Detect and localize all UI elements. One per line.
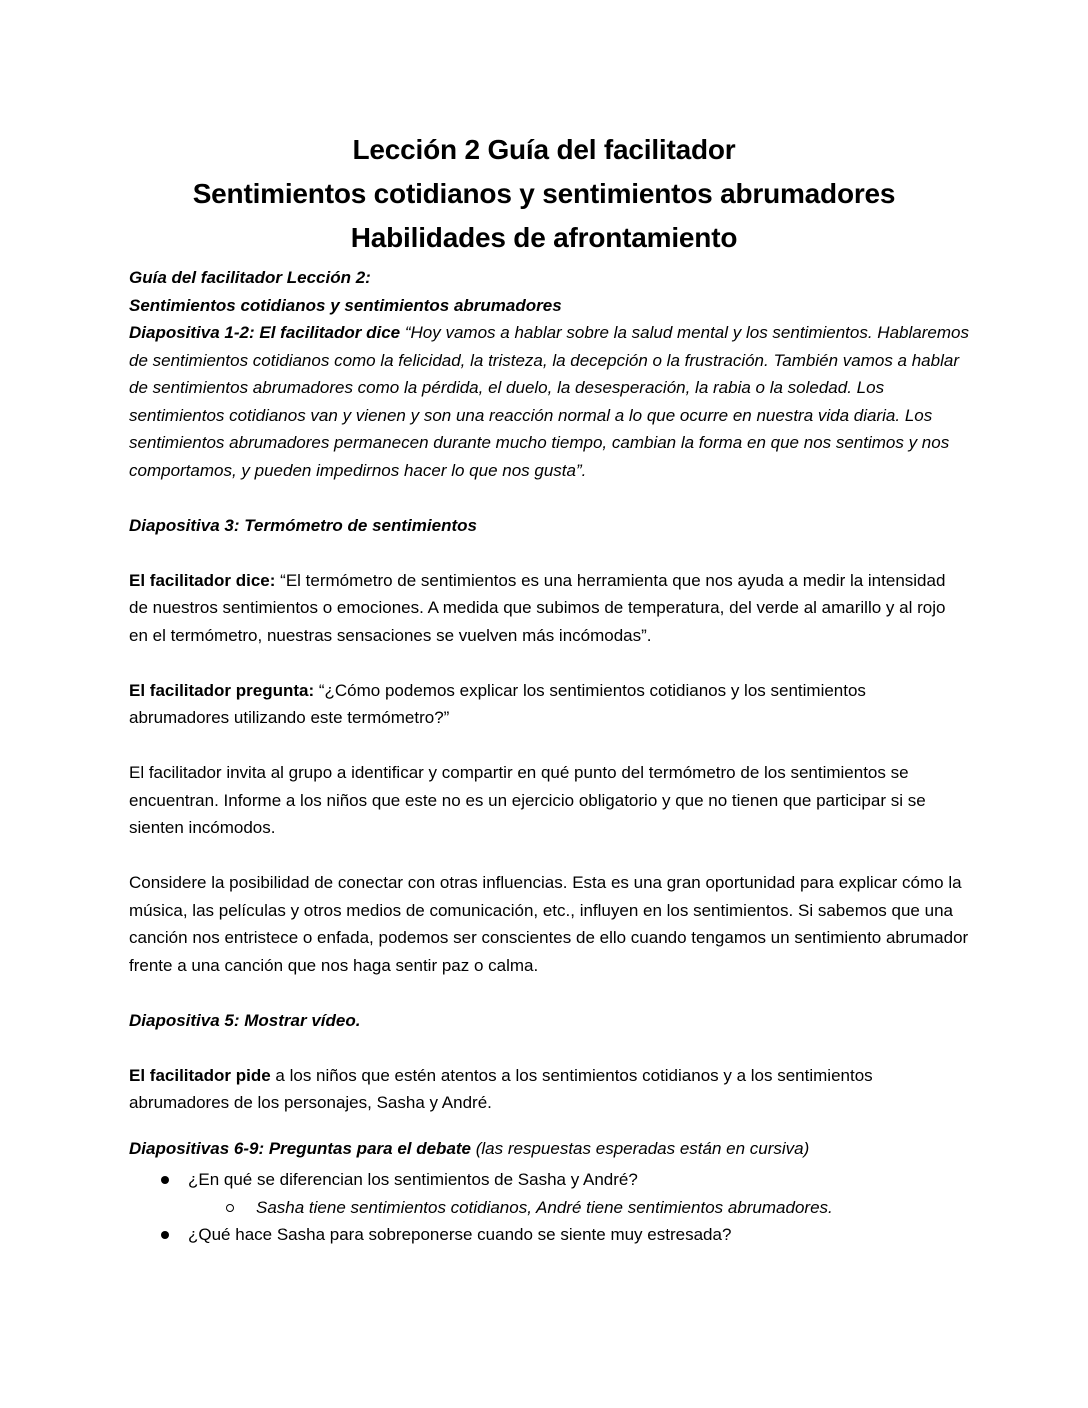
title-line-2: Sentimientos cotidianos y sentimientos abrumadores — [192, 178, 896, 209]
discussion-questions-list — [129, 1166, 969, 1249]
slide-1-2-heading: Diapositiva 1-2: El facilitador dice — [129, 323, 401, 342]
document-body — [129, 264, 969, 1249]
facilitator-asks-text: “¿Cómo podemos explicar los sentimientos cotidianos y los sentimientos abrumadores utilizando este termómetro?” — [129, 680, 866, 727]
slide-5-heading: Diapositiva 5: Mostrar vídeo. — [129, 1010, 361, 1030]
hollow-bullet-icon — [226, 1204, 234, 1212]
bullet-icon — [161, 1231, 169, 1239]
slide-1-2-paragraph — [129, 319, 969, 484]
slide-6-9-heading-line — [129, 1135, 969, 1163]
subtitle-line-2: Sentimientos cotidianos y sentimientos abrumadores — [129, 295, 562, 315]
title-line-1: Lección 2 Guía del facilitador — [352, 134, 736, 165]
facilitator-says-text: “El termómetro de sentimientos es una herramienta que nos ayuda a medir la intensidad de nuestros sentimientos o emociones. A medida que subimos de temperatura, del verde al amarillo y al rojo en el termómetro, nuestras sensaciones se vuelven más incómodas”. — [129, 570, 946, 645]
slide-1-2-text: “Hoy vamos a hablar sobre la salud mental y los sentimientos. Hablaremos de sentimientos cotidianos como la felicidad, la tristeza, la decepción o la frustración. También vamos a hablar de sentimientos abrumadores como la pérdida, el duelo, la desesperación, la rabia o la soledad. Los sentimientos cotidianos van y vienen y son una reacción normal a lo que ocurre en nuestra vida diaria. Los sentimientos abrumadores permanecen durante mucho tiempo, cambian la forma en que nos sentimos y nos comportamos, y pueden impedirnos hacer lo que nos gusta”. — [129, 323, 969, 480]
question-text: ¿En qué se diferencian los sentimientos de Sasha y André? — [188, 1170, 638, 1189]
bullet-icon — [161, 1176, 169, 1184]
slide-6-9-heading: Diapositivas 6-9: Preguntas para el debate — [129, 1138, 472, 1158]
facilitator-invites-paragraph: El facilitador invita al grupo a identificar y compartir en qué punto del termómetro de los sentimientos se encuentran. Informe a los niños que este no es un ejercicio obligatorio y que no tienen que participar si se sienten incómodos. — [129, 763, 926, 837]
list-item — [188, 1194, 969, 1222]
facilitator-requests-label: El facilitador pide — [129, 1065, 271, 1085]
facilitator-says-paragraph — [129, 567, 969, 650]
title-line-3: Habilidades de afrontamiento — [350, 222, 738, 253]
question-text: ¿Qué hace Sasha para sobreponerse cuando se siente muy estresada? — [188, 1225, 732, 1244]
slide-3-heading: Diapositiva 3: Termómetro de sentimientos — [129, 515, 477, 535]
facilitator-asks-paragraph — [129, 677, 969, 732]
facilitator-requests-paragraph — [129, 1062, 969, 1117]
document-title — [0, 128, 1088, 260]
consider-influences-paragraph: Considere la posibilidad de conectar con otras influencias. Esta es una gran oportunidad para explicar cómo la música, las películas y otros medios de comunicación, etc., influyen en los sentimientos. Si sabemos que una canción nos entristece o enfada, podemos ser conscientes de ello cuando tengamos un sentimiento abrumador frente a una canción que nos haga sentir paz o calma. — [129, 873, 969, 975]
subtitle-line-1: Guía del facilitador Lección 2: — [129, 268, 371, 287]
slide-6-9-note: (las respuestas esperadas están en cursiva) — [471, 1138, 810, 1158]
facilitator-requests-text: a los niños que estén atentos a los sentimientos cotidianos y a los sentimientos abrumadores de los personajes, Sasha y André. — [129, 1065, 873, 1112]
facilitator-asks-label: El facilitador pregunta: — [129, 680, 315, 700]
list-item — [129, 1166, 969, 1221]
expected-answer-text: Sasha tiene sentimientos cotidianos, André tiene sentimientos abrumadores. — [256, 1197, 833, 1217]
list-item — [129, 1221, 969, 1249]
facilitator-says-label: El facilitador dice: — [129, 570, 276, 590]
answer-list — [188, 1194, 969, 1222]
